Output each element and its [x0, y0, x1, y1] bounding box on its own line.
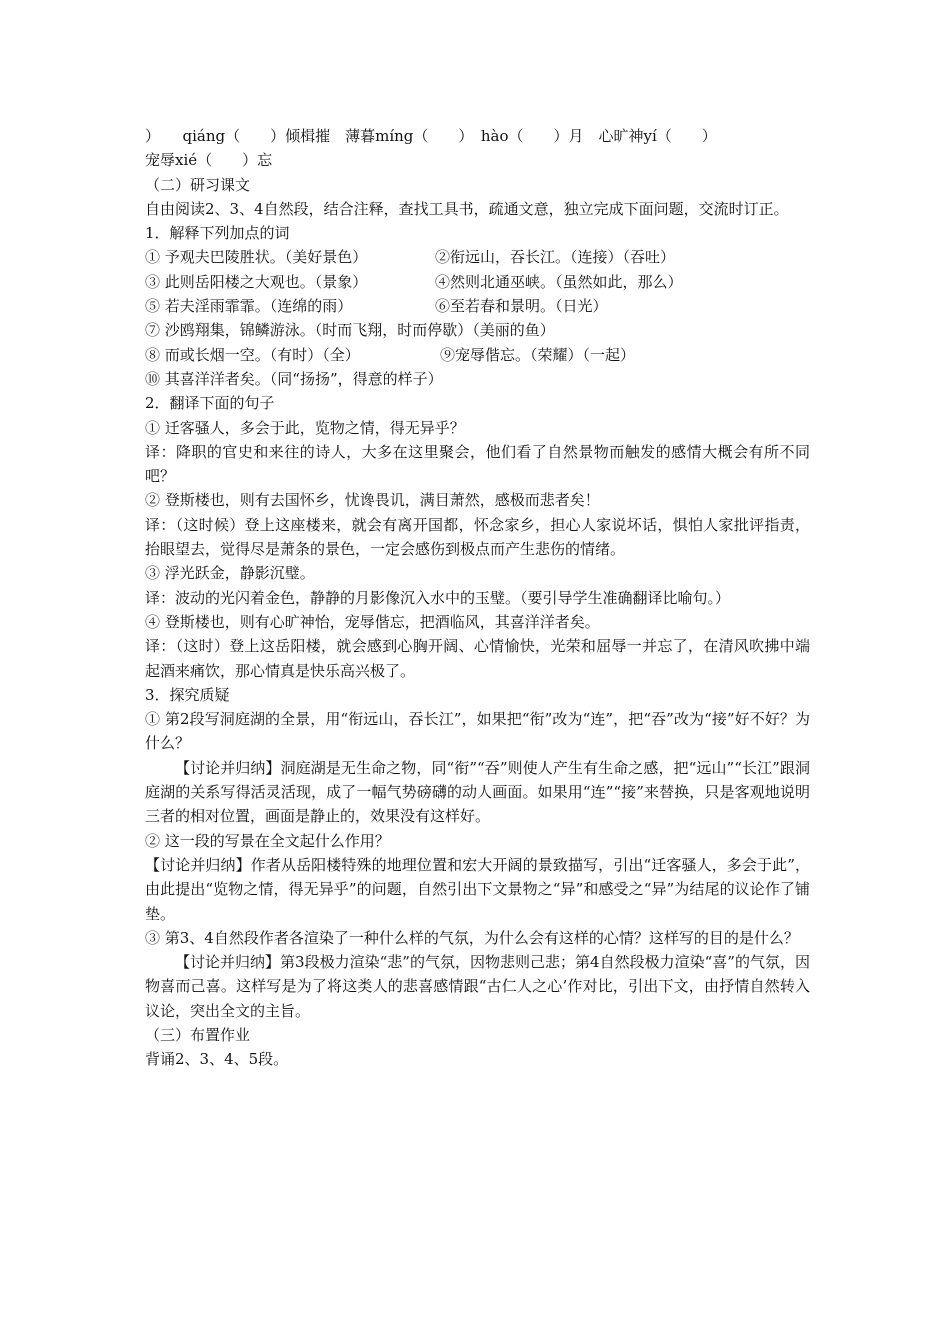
q1-heading: 1．解释下列加点的词 [145, 224, 290, 243]
q3-question: ② 这一段的写景在全文起什么作用？ [145, 831, 390, 850]
q2-translation: 译：（这时）登上这岳阳楼，就会感到心胸开阔、心情愉快，光荣和屈辱一并忘了，在清风吹拂中端起酒来痛饮，那心情真是快乐高兴极了。 [145, 637, 810, 680]
q1-row [145, 318, 810, 342]
instruction-paragraph: 自由阅读2、3、4自然段，结合注释，查找工具书，疏通文意，独立完成下面问题，交流时订正。 [145, 199, 789, 218]
q3-answer-text: 洞庭湖是无生命之物，同“衔”“吞”则使人产生有生命之感，把“远山”“长江”跟洞庭湖的关系写得活灵活现，成了一幅气势磅礴的动人画面。如果用“连”“接”来替换，只是客观地说明三者的相对位置，画面是静止的，效果没有这样好。 [145, 758, 810, 826]
q1-item: ⑩ 其喜洋洋者矣。（同“扬扬”，得意的样子） [145, 369, 443, 388]
q1-item: ⑤ 若夫淫雨霏霏。（连绵的雨） [145, 297, 353, 316]
q1-item: ②衔远山，吞长江。（连接）（吞吐） [435, 248, 676, 267]
q3-question: ① 第2段写洞庭湖的全景，用“衔远山，吞长江”，如果把“衔”改为“连”，把“吞”改为“接”好不好？为什么？ [145, 710, 810, 753]
q3-answer [145, 756, 810, 829]
q2-source: ② 登斯楼也，则有去国怀乡，忧谗畏讥，满目萧然，感极而悲者矣！ [145, 491, 600, 510]
q1-item: ⑦ 沙鸥翔集，锦鳞游泳。（时而飞翔，时而停歇）（美丽的鱼） [145, 321, 555, 340]
q1-item: ⑥至若春和景明。（日光） [435, 297, 608, 316]
document-page [145, 124, 810, 1072]
q3-answer-text: 作者从岳阳楼特殊的地理位置和宏大开阔的景致描写，引出“迁客骚人，多会于此”，由此提出“览物之情，得无异乎”的问题，自然引出下文景物之“异”和感受之“异”为结尾的议论作了铺垫。 [145, 855, 810, 923]
q1-row [145, 343, 810, 367]
q2-heading: 2．翻译下面的句子 [145, 394, 275, 413]
q1-item: ③ 此则岳阳楼之大观也。（景象） [145, 272, 368, 291]
section3-heading: （三）布置作业 [145, 1025, 251, 1044]
discussion-label: 【讨论并归纳】 [145, 855, 251, 874]
q3-answer-text: 第3段极力渲染“悲”的气氛，因物悲则己悲；第4自然段极力渲染“喜”的气氛，因物喜而己喜。这样写是为了将这类人的悲喜感情跟“古仁人之心’作对比，引出下文，由抒情自然转入议论，突出全文的主旨。 [145, 953, 810, 1020]
section2-heading: （二）研习课文 [145, 175, 251, 194]
discussion-label: 【讨论并归纳】 [175, 953, 281, 972]
q3-answer [145, 853, 810, 926]
q2-source: ③ 浮光跃金，静影沉璧。 [145, 564, 315, 583]
q2-source: ① 迁客骚人，多会于此，览物之情，得无异乎？ [145, 418, 465, 437]
q2-translation: 译：波动的光闪着金色，静静的月影像沉入水中的玉璧。（要引导学生准确翻译比喻句。） [145, 588, 731, 607]
q3-heading: 3．探究质疑 [145, 685, 230, 704]
discussion-label: 【讨论并归纳】 [175, 758, 281, 777]
q1-table [145, 245, 810, 391]
pinyin-line-1: ） qiáng（ ）倾楫摧 薄暮míng（ ） hào（ ）月 心旷神yí（ ） [145, 127, 717, 145]
q2-source: ④ 登斯楼也，则有心旷神怡，宠辱偕忘，把酒临风，其喜洋洋者矣。 [145, 612, 600, 631]
q1-item: ① 予观夫巴陵胜状。（美好景色） [145, 248, 368, 267]
q1-row [145, 245, 810, 269]
q1-row [145, 270, 810, 294]
q1-item: ⑨宠辱偕忘。（荣耀）（一起） [440, 345, 636, 364]
q1-row [145, 294, 810, 318]
pinyin-line-2: 宠辱xié（ ）忘 [145, 151, 273, 170]
homework-text: 背诵2、3、4、5段。 [145, 1050, 289, 1069]
q3-question: ③ 第3、4自然段作者各渲染了一种什么样的气氛，为什么会有这样的心情？这样写的目的是什么？ [145, 928, 799, 947]
q2-translation: 译：（这时候）登上这座楼来，就会有离开国都，怀念家乡，担心人家说坏话，惧怕人家批评指责，抬眼望去，觉得尽是萧条的景色，一定会感伤到极点而产生悲伤的情绪。 [145, 515, 810, 559]
q1-item: ⑧ 而或长烟一空。（有时）（全） [145, 345, 360, 364]
q3-answer [145, 950, 810, 1023]
q1-item: ④然则北通巫峡。（虽然如此，那么） [435, 272, 683, 291]
q2-translation: 译：降职的官史和来往的诗人，大多在这里聚会，他们看了自然景物而触发的感情大概会有所不同吧？ [145, 442, 810, 486]
q1-row [145, 367, 810, 391]
